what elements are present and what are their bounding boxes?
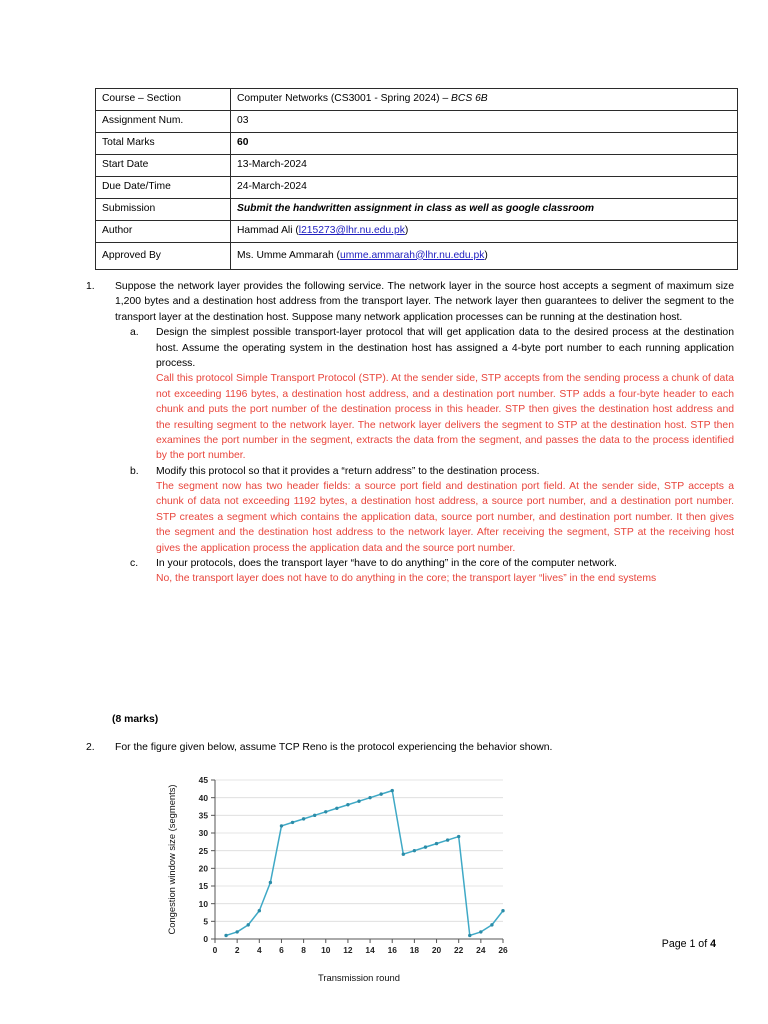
chart-data-point [501,909,504,912]
approver-name-text: Ms. Umme Ammarah ( [237,249,340,261]
chart-y-tick-label: 30 [198,828,208,839]
part-c-prompt: In your protocols, does the transport layer “have to do anything” in the core of the computer network. [156,558,617,570]
chart-data-point [457,835,460,838]
chart-x-tick-label: 0 [212,945,218,955]
chart-data-point [402,853,405,856]
question-1-text: Suppose the network layer provides the following service. The network layer in the source host accepts a segment of maximum size 1,200 bytes and a destination host address from the transport layer. The network layer then guarantees to deliver the segment to the transport layer at the destination host. Suppose many network application processes can be running at the destination host. [115,281,734,323]
chart-data-point [479,930,482,933]
chart-y-tick-label: 0 [203,934,208,945]
chart-x-tick-label: 14 [365,945,375,955]
chart-data-point [424,845,427,848]
chart-x-tick-label: 18 [409,945,420,955]
info-label-assignment-num: Assignment Num. [96,111,231,133]
chart-data-point [357,800,360,803]
table-row [96,221,738,243]
chart-y-tick-label: 40 [198,792,208,803]
footer-page-total: 4 [710,938,716,950]
chart-x-tick-label: 26 [498,945,508,955]
part-c-answer: No, the transport layer does not have to do anything in the core; the transport layer “lives” in the end systems [156,573,657,585]
info-value-due-date: 24-March-2024 [231,177,738,199]
info-value-author [231,221,738,243]
info-label-submission: Submission [96,199,231,221]
approver-paren-close: ) [484,249,488,261]
chart-data-point [302,817,305,820]
course-name-text: Computer Networks (CS3001 - Spring 2024) – [237,93,452,105]
author-name-text: Hammad Ali ( [237,225,299,237]
chart-y-tick-label: 35 [198,810,208,821]
info-label-start-date: Start Date [96,155,231,177]
part-b-answer: The segment now has two header fields: a source port field and destination port field. At the sender side, STP accepts a chunk of data not exceeding 1192 bytes, a destination host address, a source port number, and a destination port number. STP creates a segment which contains the application data, source port number, and destination port number. It then gives the segment and the destination host address to the network layer. After receiving the segment, STP at the receiving host gives the application process the application data and the source port number. [156,481,734,554]
part-a-prompt: Design the simplest possible transport-layer protocol that will get application data to the desired process at the destination host. Assume the operating system in the destination host has assigned a 4-byte port number to each running application process. [156,327,734,369]
chart-data-point [324,810,327,813]
chart-data-point [247,923,250,926]
chart-x-tick-label: 4 [256,945,262,955]
info-table-body [96,89,738,270]
author-email-link[interactable]: l215273@lhr.nu.edu.pk [298,225,405,237]
question-1-block [86,279,734,587]
chart-data-point [335,807,338,810]
chart-y-tick-label: 5 [203,916,208,927]
question-1-part-b [130,464,734,556]
part-b-label: b. [130,465,139,477]
table-row [96,133,738,155]
chart-x-tick-label: 22 [454,945,464,955]
info-label-due-date: Due Date/Time [96,177,231,199]
chart-data-point [224,934,227,937]
table-row [96,199,738,221]
part-a-answer: Call this protocol Simple Transport Protocol (STP). At the sender side, STP accepts from the sending process a chunk of data not exceeding 1196 bytes, a destination host address, and a destination port number. STP adds a four-byte header to each chunk and puts the port number of the destination process in this header. STP then gives the destination host address and the resulting segment to the network layer. The network layer delivers the segment to STP at the destination host. STP then examines the port number in the segment, extracts the data from the segment, and passes the data to the process identified by the port number. [156,373,734,462]
info-value-total-marks: 60 [231,133,738,155]
chart-data-point [379,792,382,795]
assignment-info-table [95,88,738,270]
chart-x-tick-label: 16 [387,945,397,955]
chart-data-point [235,930,238,933]
info-label-total-marks: Total Marks [96,133,231,155]
part-b-prompt: Modify this protocol so that it provides a “return address” to the destination process. [156,465,540,477]
info-value-course-section [231,89,738,111]
chart-data-point [269,881,272,884]
chart-data-point [435,842,438,845]
question-1-marks: (8 marks) [112,714,159,725]
chart-data-point [258,909,261,912]
chart-x-tick-label: 20 [431,945,442,955]
chart-x-tick-label: 12 [343,945,353,955]
chart-y-tick-label: 10 [198,898,208,909]
approver-email-link[interactable]: umme.ammarah@lhr.nu.edu.pk [339,249,485,261]
author-paren-close: ) [404,225,409,237]
question-2-block [86,740,734,755]
chart-x-tick-label: 8 [301,945,306,955]
info-value-start-date: 13-March-2024 [231,155,738,177]
chart-x-tick-label: 10 [321,945,331,955]
chart-data-point [468,934,471,937]
chart-svg [163,772,513,987]
question-1-parts [86,325,734,587]
question-1-part-c [130,556,734,587]
chart-x-tick-label: 24 [476,945,486,955]
info-label-author: Author [96,221,231,243]
table-row [96,243,738,270]
info-value-approved-by [231,243,738,270]
question-2-text: For the figure given below, assume TCP Reno is the protocol experiencing the behavior shown. [115,742,553,753]
question-1-number: 1. [86,281,95,292]
part-c-label: c. [130,558,139,570]
chart-y-tick-label: 45 [198,775,208,786]
info-label-approved-by: Approved By [96,243,231,270]
table-row [96,89,738,111]
chart-x-axis-label: Transmission round [318,972,400,983]
chart-data-point [291,821,294,824]
footer-page-prefix: Page 1 of [661,938,711,950]
chart-x-tick-label: 6 [279,945,284,955]
part-a-label: a. [130,327,139,339]
chart-y-tick-label: 20 [198,863,208,874]
chart-data-point [413,849,416,852]
chart-data-point [490,923,493,926]
table-row [96,177,738,199]
chart-data-point [313,814,316,817]
info-label-course-section: Course – Section [96,89,231,111]
chart-y-tick-label: 15 [198,881,208,892]
info-value-assignment-num: 03 [231,111,738,133]
chart-y-tick-label: 25 [198,845,208,856]
chart-x-tick-label: 2 [234,945,240,955]
table-row [96,155,738,177]
table-row [96,111,738,133]
tcp-congestion-window-chart [163,772,513,987]
info-value-submission: Submit the handwritten assignment in class as well as google classroom [231,199,738,221]
page-footer [0,938,716,950]
chart-y-axis-label: Congestion window size (segments) [166,784,177,935]
question-1-part-a [130,325,734,464]
chart-data-point [280,824,283,827]
question-2-number: 2. [86,742,95,753]
chart-data-point [346,803,349,806]
course-section-code: BCS 6B [451,93,488,105]
chart-data-point [446,838,449,841]
chart-plot-background [215,780,503,939]
chart-data-point [368,796,371,799]
chart-data-point [391,789,394,792]
